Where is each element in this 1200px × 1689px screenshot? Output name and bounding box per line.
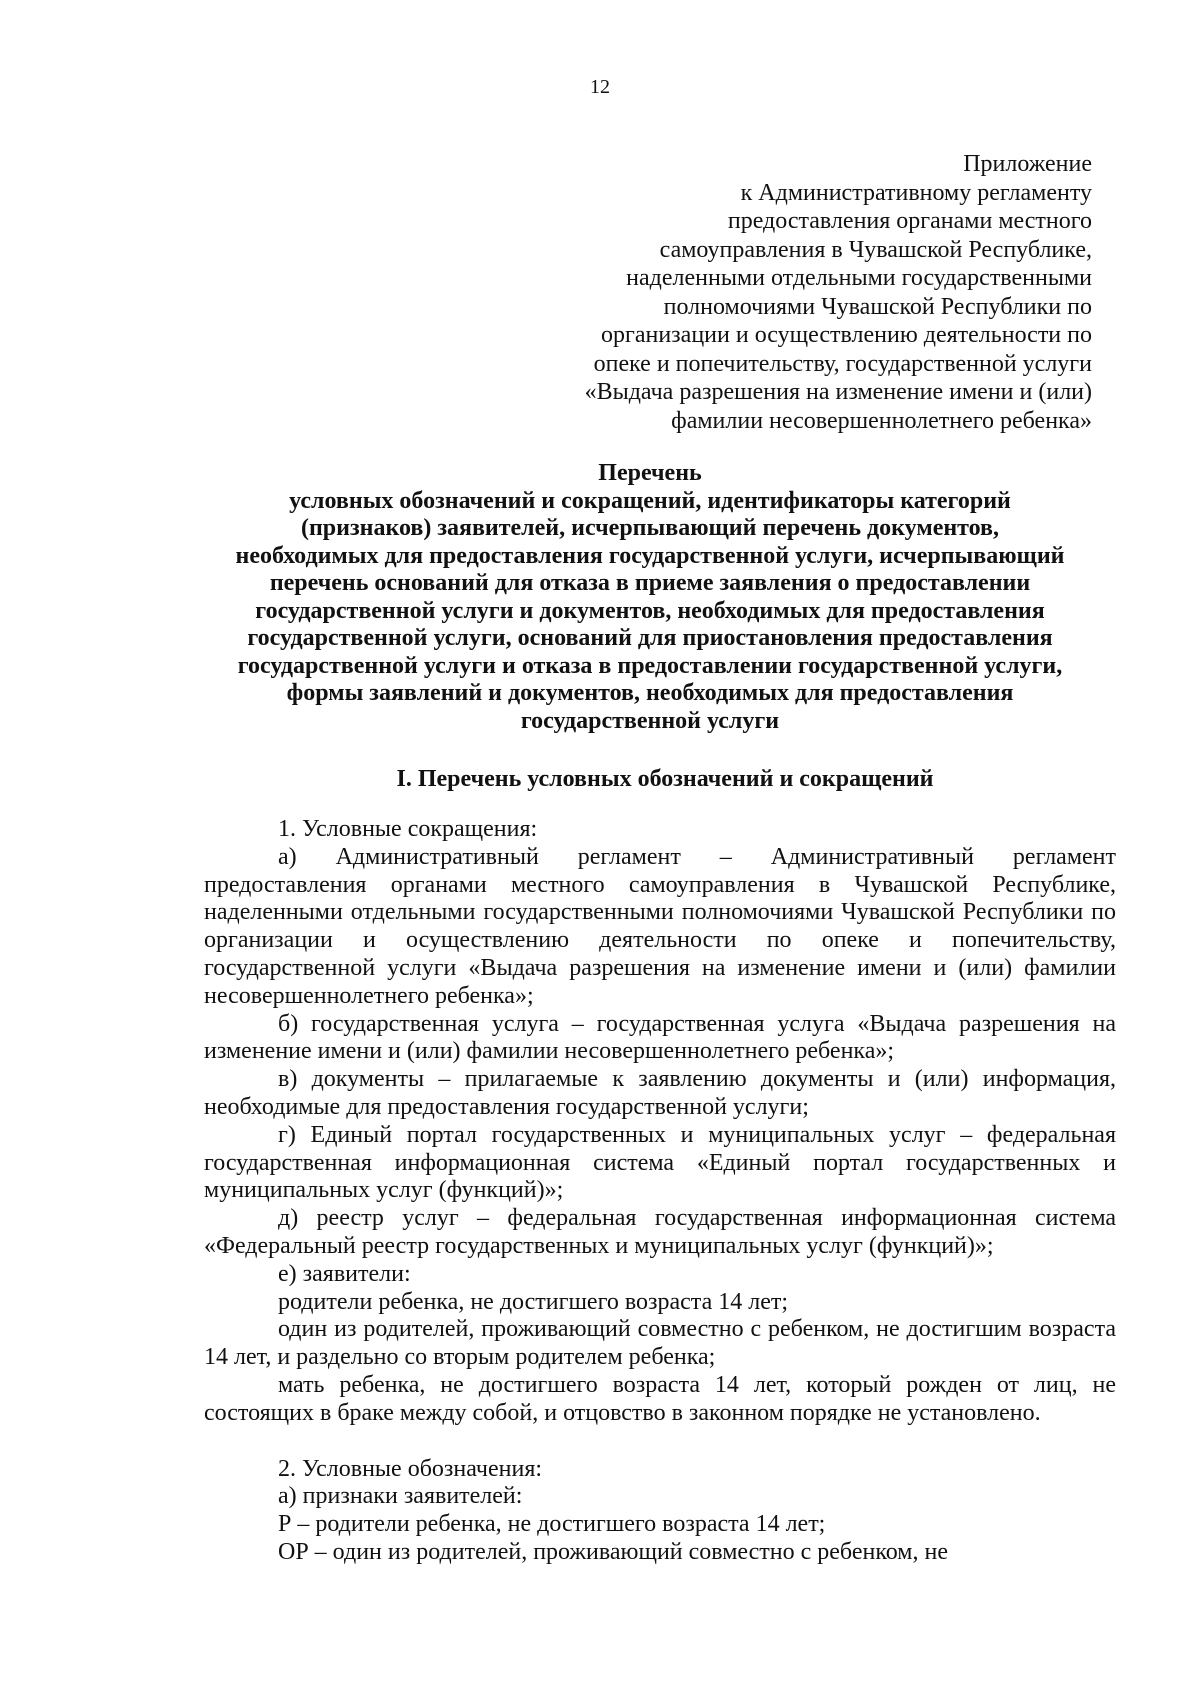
paragraph: 2. Условные обозначения:	[278, 1455, 543, 1482]
paragraph: один из родителей, проживающий совместно с ребенком, не достигшим возраста 14 лет, и раздельно со вторым родителем ребенка;	[204, 1316, 1116, 1371]
paragraph: в) документы – прилагаемые к заявлению документы и (или) информация, необходимые для предоставления государственной услуги;	[204, 1066, 1116, 1120]
paragraph: е) заявители:	[278, 1260, 411, 1287]
appendix-line: предоставления органами местного	[727, 208, 1092, 234]
appendix-line: полномочиями Чувашской Республики по	[663, 293, 1092, 320]
paragraph: 1. Условные сокращения:	[278, 816, 538, 842]
title-line: государственной услуги	[520, 707, 780, 734]
paragraph: родители ребенка, не достигшего возраста 14 лет;	[278, 1288, 788, 1315]
title-line: Перечень	[598, 460, 702, 486]
paragraph: д) реестр услуг – федеральная государственная информационная система «Федеральный реестр государственных и муниципальных услуг (функций)»;	[204, 1205, 1116, 1259]
appendix-line: самоуправления в Чувашской Республике,	[659, 236, 1092, 263]
section-heading: I. Перечень условных обозначений и сокращений	[396, 766, 934, 792]
appendix-line: организации и осуществлению деятельности по	[601, 322, 1092, 348]
title-line: государственной услуги и отказа в предоставлении государственной услуги,	[237, 652, 1063, 679]
title-line: государственной услуги, оснований для приостановления предоставления	[247, 625, 1053, 651]
appendix-header	[492, 150, 1092, 435]
paragraph: Р – родители ребенка, не достигшего возраста 14 лет;	[278, 1511, 826, 1538]
title-line: государственной услуги и документов, необходимых для предоставления	[255, 597, 1045, 624]
paragraph: а) признаки заявителей:	[278, 1483, 523, 1510]
paragraph: б) государственная услуга – государственная услуга «Выдача разрешения на изменение имени и (или) фамилии несовершеннолетнего ребенка»;	[204, 1010, 1116, 1065]
title-line: перечень оснований для отказа в приеме заявления о предоставлении	[269, 570, 1031, 596]
title-line: необходимых для предоставления государственной услуги, исчерпывающий	[235, 542, 1065, 569]
page-number: 12	[590, 76, 610, 98]
paragraph: а) Административный регламент – Административный регламент предоставления органами местного самоуправления в Чувашской Республике, наделенными отдельными государственными полномочиями Чувашской Республики по организации и осуществлению деятельности по опеке и попечительству, государственной услуги «Выдача разрешения на изменение имени и (или) фамилии несовершеннолетнего ребенка»;	[204, 843, 1116, 1009]
title-line: (признаков) заявителей, исчерпывающий перечень документов,	[300, 515, 1000, 541]
paragraph: г) Единый портал государственных и муниципальных услуг – федеральная государственная информационная система «Единый портал государственных и муниципальных услуг (функций)»;	[204, 1121, 1116, 1204]
appendix-line: Приложение	[963, 151, 1092, 177]
appendix-line: «Выдача разрешения на изменение имени и (или)	[584, 379, 1092, 405]
document-title	[180, 460, 1120, 735]
paragraph: мать ребенка, не достигшего возраста 14 лет, который рожден от лиц, не состоящих в браке между собой, и отцовство в законном порядке не установлено.	[204, 1371, 1116, 1426]
body-text	[204, 816, 1116, 1567]
appendix-line: наделенными отдельными государственными	[626, 265, 1092, 291]
title-line: условных обозначений и сокращений, идентификаторы категорий	[289, 487, 1011, 514]
appendix-line: фамилии несовершеннолетнего ребенка»	[671, 407, 1092, 434]
appendix-line: опеке и попечительству, государственной услуги	[593, 350, 1092, 377]
paragraph: ОР – один из родителей, проживающий совместно с ребенком, не	[278, 1538, 948, 1565]
title-line: формы заявлений и документов, необходимых для предоставления	[286, 680, 1014, 706]
appendix-line: к Административному регламенту	[740, 179, 1092, 206]
